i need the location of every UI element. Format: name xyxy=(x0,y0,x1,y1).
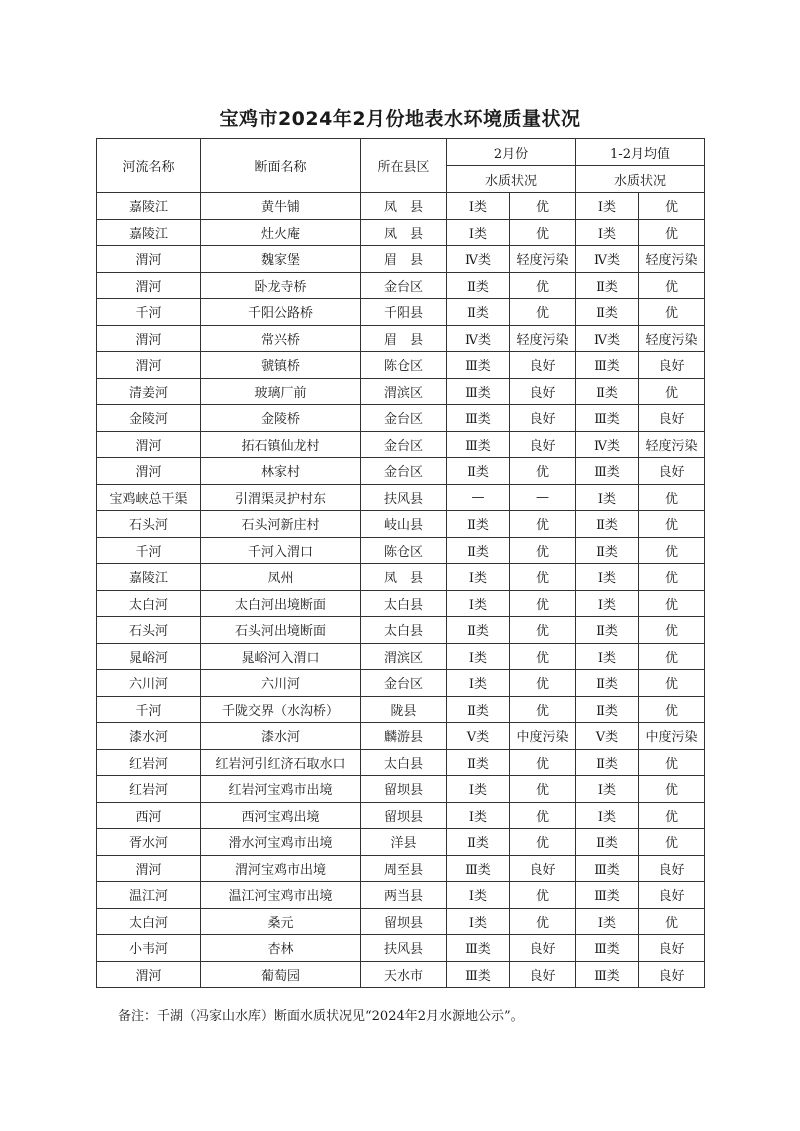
janfeb-class-cell: Ⅱ类 xyxy=(576,749,639,776)
janfeb-class-cell: Ⅳ类 xyxy=(576,431,639,458)
table-row xyxy=(97,696,705,723)
table-row xyxy=(97,564,705,591)
table-body xyxy=(97,193,705,988)
section-cell: 晁峪河入渭口 xyxy=(201,643,361,670)
janfeb-class-cell: Ⅰ类 xyxy=(576,564,639,591)
river-cell: 西河 xyxy=(97,802,201,829)
feb-class-cell: Ⅱ类 xyxy=(447,299,510,326)
janfeb-class-cell: Ⅱ类 xyxy=(576,299,639,326)
feb-quality-cell: 优 xyxy=(510,219,576,246)
river-cell: 红岩河 xyxy=(97,749,201,776)
river-cell: 晁峪河 xyxy=(97,643,201,670)
county-cell: 太白县 xyxy=(361,590,447,617)
county-cell: 太白县 xyxy=(361,749,447,776)
county-cell: 渭滨区 xyxy=(361,643,447,670)
janfeb-quality-cell: 良好 xyxy=(639,352,705,379)
janfeb-quality-cell: 优 xyxy=(639,564,705,591)
feb-quality-cell: 优 xyxy=(510,590,576,617)
feb-quality-cell: 轻度污染 xyxy=(510,325,576,352)
river-cell: 嘉陵江 xyxy=(97,193,201,220)
feb-quality-cell: 良好 xyxy=(510,378,576,405)
section-cell: 千河入渭口 xyxy=(201,537,361,564)
footnote: 备注：千湖（冯家山水库）断面水质状况见“2024年2月水源地公示”。 xyxy=(118,1009,524,1024)
table-row xyxy=(97,352,705,379)
county-cell: 两当县 xyxy=(361,882,447,909)
feb-class-cell: Ⅰ类 xyxy=(447,802,510,829)
county-cell: 扶风县 xyxy=(361,484,447,511)
river-cell: 宝鸡峡总干渠 xyxy=(97,484,201,511)
section-cell: 杏林 xyxy=(201,935,361,962)
feb-class-cell: Ⅰ类 xyxy=(447,643,510,670)
feb-class-cell: Ⅲ类 xyxy=(447,405,510,432)
river-cell: 红岩河 xyxy=(97,776,201,803)
janfeb-quality-cell: 轻度污染 xyxy=(639,325,705,352)
section-cell: 黄牛铺 xyxy=(201,193,361,220)
river-cell: 嘉陵江 xyxy=(97,219,201,246)
feb-class-cell: Ⅴ类 xyxy=(447,723,510,750)
river-cell: 清姜河 xyxy=(97,378,201,405)
feb-quality-cell: — xyxy=(510,484,576,511)
table-row xyxy=(97,776,705,803)
janfeb-class-cell: Ⅰ类 xyxy=(576,219,639,246)
feb-quality-cell: 优 xyxy=(510,670,576,697)
river-cell: 千河 xyxy=(97,537,201,564)
section-cell: 魏家堡 xyxy=(201,246,361,273)
county-cell: 凤 县 xyxy=(361,193,447,220)
county-cell: 金台区 xyxy=(361,670,447,697)
feb-class-cell: Ⅱ类 xyxy=(447,537,510,564)
county-cell: 洋县 xyxy=(361,829,447,856)
feb-quality-cell: 良好 xyxy=(510,352,576,379)
janfeb-class-cell: Ⅱ类 xyxy=(576,617,639,644)
feb-class-cell: Ⅰ类 xyxy=(447,590,510,617)
janfeb-class-cell: Ⅳ类 xyxy=(576,246,639,273)
river-cell: 渭河 xyxy=(97,431,201,458)
janfeb-class-cell: Ⅲ类 xyxy=(576,882,639,909)
feb-quality-cell: 优 xyxy=(510,193,576,220)
section-cell: 凤州 xyxy=(201,564,361,591)
janfeb-quality-cell: 优 xyxy=(639,643,705,670)
header-quality-feb: 水质状况 xyxy=(447,166,576,193)
feb-quality-cell: 良好 xyxy=(510,855,576,882)
table-row xyxy=(97,749,705,776)
janfeb-quality-cell: 中度污染 xyxy=(639,723,705,750)
janfeb-quality-cell: 优 xyxy=(639,749,705,776)
table-row xyxy=(97,511,705,538)
table-row xyxy=(97,590,705,617)
janfeb-quality-cell: 良好 xyxy=(639,405,705,432)
janfeb-quality-cell: 优 xyxy=(639,696,705,723)
section-cell: 林家村 xyxy=(201,458,361,485)
county-cell: 周至县 xyxy=(361,855,447,882)
county-cell: 金台区 xyxy=(361,405,447,432)
janfeb-class-cell: Ⅱ类 xyxy=(576,511,639,538)
county-cell: 岐山县 xyxy=(361,511,447,538)
feb-class-cell: Ⅰ类 xyxy=(447,882,510,909)
janfeb-quality-cell: 优 xyxy=(639,484,705,511)
feb-quality-cell: 优 xyxy=(510,564,576,591)
janfeb-quality-cell: 优 xyxy=(639,272,705,299)
feb-class-cell: Ⅱ类 xyxy=(447,272,510,299)
feb-class-cell: Ⅱ类 xyxy=(447,511,510,538)
feb-class-cell: Ⅱ类 xyxy=(447,749,510,776)
feb-class-cell: Ⅰ类 xyxy=(447,564,510,591)
section-cell: 温江河宝鸡市出境 xyxy=(201,882,361,909)
county-cell: 留坝县 xyxy=(361,776,447,803)
feb-quality-cell: 优 xyxy=(510,299,576,326)
section-cell: 金陵桥 xyxy=(201,405,361,432)
feb-quality-cell: 优 xyxy=(510,802,576,829)
county-cell: 金台区 xyxy=(361,431,447,458)
county-cell: 眉 县 xyxy=(361,246,447,273)
janfeb-class-cell: Ⅰ类 xyxy=(576,643,639,670)
river-cell: 石头河 xyxy=(97,511,201,538)
river-cell: 漆水河 xyxy=(97,723,201,750)
janfeb-quality-cell: 良好 xyxy=(639,935,705,962)
county-cell: 太白县 xyxy=(361,617,447,644)
janfeb-quality-cell: 优 xyxy=(639,617,705,644)
river-cell: 渭河 xyxy=(97,246,201,273)
river-cell: 渭河 xyxy=(97,458,201,485)
feb-quality-cell: 良好 xyxy=(510,405,576,432)
janfeb-class-cell: Ⅰ类 xyxy=(576,484,639,511)
feb-class-cell: Ⅲ类 xyxy=(447,961,510,988)
table-row xyxy=(97,829,705,856)
county-cell: 金台区 xyxy=(361,458,447,485)
table-row xyxy=(97,935,705,962)
header-section: 断面名称 xyxy=(201,139,361,193)
county-cell: 凤 县 xyxy=(361,219,447,246)
table-row xyxy=(97,802,705,829)
river-cell: 小韦河 xyxy=(97,935,201,962)
county-cell: 麟游县 xyxy=(361,723,447,750)
feb-class-cell: Ⅳ类 xyxy=(447,246,510,273)
table-row xyxy=(97,617,705,644)
header-quality-janfeb: 水质状况 xyxy=(576,166,705,193)
table-row xyxy=(97,272,705,299)
feb-class-cell: Ⅰ类 xyxy=(447,193,510,220)
table-row xyxy=(97,670,705,697)
feb-quality-cell: 优 xyxy=(510,776,576,803)
feb-class-cell: Ⅰ类 xyxy=(447,670,510,697)
feb-quality-cell: 优 xyxy=(510,829,576,856)
river-cell: 太白河 xyxy=(97,908,201,935)
section-cell: 桑元 xyxy=(201,908,361,935)
county-cell: 天水市 xyxy=(361,961,447,988)
table-row xyxy=(97,405,705,432)
county-cell: 陈仓区 xyxy=(361,352,447,379)
feb-quality-cell: 优 xyxy=(510,458,576,485)
table-row xyxy=(97,484,705,511)
feb-quality-cell: 优 xyxy=(510,696,576,723)
table-row xyxy=(97,325,705,352)
janfeb-quality-cell: 良好 xyxy=(639,882,705,909)
janfeb-quality-cell: 优 xyxy=(639,219,705,246)
section-cell: 拓石镇仙龙村 xyxy=(201,431,361,458)
table-row xyxy=(97,961,705,988)
water-quality-table xyxy=(96,138,705,988)
header-county: 所在县区 xyxy=(361,139,447,193)
janfeb-quality-cell: 优 xyxy=(639,802,705,829)
county-cell: 扶风县 xyxy=(361,935,447,962)
river-cell: 金陵河 xyxy=(97,405,201,432)
header-feb: 2月份 xyxy=(447,139,576,166)
janfeb-quality-cell: 优 xyxy=(639,511,705,538)
river-cell: 渭河 xyxy=(97,272,201,299)
header-river: 河流名称 xyxy=(97,139,201,193)
janfeb-class-cell: Ⅱ类 xyxy=(576,537,639,564)
table-row xyxy=(97,723,705,750)
county-cell: 渭滨区 xyxy=(361,378,447,405)
janfeb-class-cell: Ⅰ类 xyxy=(576,802,639,829)
feb-quality-cell: 优 xyxy=(510,617,576,644)
janfeb-class-cell: Ⅲ类 xyxy=(576,935,639,962)
section-cell: 千阳公路桥 xyxy=(201,299,361,326)
janfeb-quality-cell: 良好 xyxy=(639,961,705,988)
table-row xyxy=(97,537,705,564)
janfeb-class-cell: Ⅰ类 xyxy=(576,193,639,220)
county-cell: 凤 县 xyxy=(361,564,447,591)
feb-quality-cell: 中度污染 xyxy=(510,723,576,750)
river-cell: 千河 xyxy=(97,696,201,723)
janfeb-class-cell: Ⅰ类 xyxy=(576,776,639,803)
feb-class-cell: Ⅱ类 xyxy=(447,829,510,856)
janfeb-class-cell: Ⅳ类 xyxy=(576,325,639,352)
feb-class-cell: Ⅲ类 xyxy=(447,378,510,405)
feb-quality-cell: 优 xyxy=(510,537,576,564)
feb-class-cell: Ⅱ类 xyxy=(447,696,510,723)
janfeb-class-cell: Ⅲ类 xyxy=(576,855,639,882)
janfeb-quality-cell: 优 xyxy=(639,299,705,326)
section-cell: 红岩河引红济石取水口 xyxy=(201,749,361,776)
feb-quality-cell: 优 xyxy=(510,511,576,538)
janfeb-quality-cell: 轻度污染 xyxy=(639,246,705,273)
county-cell: 留坝县 xyxy=(361,802,447,829)
feb-class-cell: Ⅰ类 xyxy=(447,219,510,246)
section-cell: 千陇交界（水沟桥） xyxy=(201,696,361,723)
feb-quality-cell: 良好 xyxy=(510,935,576,962)
table-row xyxy=(97,882,705,909)
section-cell: 西河宝鸡出境 xyxy=(201,802,361,829)
janfeb-quality-cell: 优 xyxy=(639,378,705,405)
river-cell: 六川河 xyxy=(97,670,201,697)
river-cell: 胥水河 xyxy=(97,829,201,856)
janfeb-quality-cell: 优 xyxy=(639,776,705,803)
janfeb-class-cell: Ⅱ类 xyxy=(576,272,639,299)
janfeb-class-cell: Ⅴ类 xyxy=(576,723,639,750)
janfeb-quality-cell: 良好 xyxy=(639,855,705,882)
river-cell: 嘉陵江 xyxy=(97,564,201,591)
river-cell: 渭河 xyxy=(97,325,201,352)
section-cell: 卧龙寺桥 xyxy=(201,272,361,299)
river-cell: 千河 xyxy=(97,299,201,326)
feb-quality-cell: 优 xyxy=(510,643,576,670)
section-cell: 渭河宝鸡市出境 xyxy=(201,855,361,882)
county-cell: 留坝县 xyxy=(361,908,447,935)
section-cell: 常兴桥 xyxy=(201,325,361,352)
janfeb-class-cell: Ⅰ类 xyxy=(576,590,639,617)
feb-class-cell: Ⅲ类 xyxy=(447,935,510,962)
section-cell: 太白河出境断面 xyxy=(201,590,361,617)
table-row xyxy=(97,378,705,405)
janfeb-quality-cell: 优 xyxy=(639,537,705,564)
county-cell: 金台区 xyxy=(361,272,447,299)
section-cell: 滑水河宝鸡市出境 xyxy=(201,829,361,856)
table-row xyxy=(97,855,705,882)
section-cell: 虢镇桥 xyxy=(201,352,361,379)
feb-class-cell: Ⅳ类 xyxy=(447,325,510,352)
river-cell: 太白河 xyxy=(97,590,201,617)
header-janfeb: 1-2月均值 xyxy=(576,139,705,166)
feb-quality-cell: 优 xyxy=(510,882,576,909)
janfeb-quality-cell: 轻度污染 xyxy=(639,431,705,458)
janfeb-class-cell: Ⅱ类 xyxy=(576,829,639,856)
table-row xyxy=(97,908,705,935)
feb-quality-cell: 轻度污染 xyxy=(510,246,576,273)
janfeb-quality-cell: 优 xyxy=(639,590,705,617)
feb-quality-cell: 优 xyxy=(510,908,576,935)
janfeb-class-cell: Ⅲ类 xyxy=(576,458,639,485)
county-cell: 陈仓区 xyxy=(361,537,447,564)
feb-class-cell: Ⅲ类 xyxy=(447,855,510,882)
janfeb-class-cell: Ⅱ类 xyxy=(576,696,639,723)
feb-class-cell: Ⅰ类 xyxy=(447,908,510,935)
feb-class-cell: Ⅰ类 xyxy=(447,776,510,803)
feb-class-cell: Ⅲ类 xyxy=(447,352,510,379)
feb-class-cell: Ⅱ类 xyxy=(447,617,510,644)
page-title: 宝鸡市2024年2月份地表水环境质量状况 xyxy=(219,108,581,130)
feb-class-cell: — xyxy=(447,484,510,511)
janfeb-class-cell: Ⅲ类 xyxy=(576,352,639,379)
county-cell: 陇县 xyxy=(361,696,447,723)
section-cell: 灶火庵 xyxy=(201,219,361,246)
river-cell: 渭河 xyxy=(97,961,201,988)
section-cell: 六川河 xyxy=(201,670,361,697)
section-cell: 红岩河宝鸡市出境 xyxy=(201,776,361,803)
river-cell: 渭河 xyxy=(97,855,201,882)
janfeb-quality-cell: 优 xyxy=(639,829,705,856)
section-cell: 引渭渠灵护村东 xyxy=(201,484,361,511)
county-cell: 眉 县 xyxy=(361,325,447,352)
janfeb-quality-cell: 优 xyxy=(639,670,705,697)
river-cell: 温江河 xyxy=(97,882,201,909)
janfeb-class-cell: Ⅱ类 xyxy=(576,378,639,405)
section-cell: 玻璃厂前 xyxy=(201,378,361,405)
feb-quality-cell: 优 xyxy=(510,749,576,776)
feb-quality-cell: 优 xyxy=(510,272,576,299)
county-cell: 千阳县 xyxy=(361,299,447,326)
river-cell: 渭河 xyxy=(97,352,201,379)
section-cell: 漆水河 xyxy=(201,723,361,750)
table-row xyxy=(97,193,705,220)
janfeb-quality-cell: 良好 xyxy=(639,458,705,485)
janfeb-class-cell: Ⅲ类 xyxy=(576,405,639,432)
section-cell: 葡萄园 xyxy=(201,961,361,988)
feb-class-cell: Ⅲ类 xyxy=(447,431,510,458)
section-cell: 石头河新庄村 xyxy=(201,511,361,538)
feb-quality-cell: 良好 xyxy=(510,431,576,458)
section-cell: 石头河出境断面 xyxy=(201,617,361,644)
janfeb-class-cell: Ⅲ类 xyxy=(576,961,639,988)
feb-class-cell: Ⅱ类 xyxy=(447,458,510,485)
river-cell: 石头河 xyxy=(97,617,201,644)
janfeb-class-cell: Ⅰ类 xyxy=(576,908,639,935)
table-row xyxy=(97,431,705,458)
table-row xyxy=(97,219,705,246)
feb-quality-cell: 良好 xyxy=(510,961,576,988)
janfeb-class-cell: Ⅱ类 xyxy=(576,670,639,697)
janfeb-quality-cell: 优 xyxy=(639,908,705,935)
table-row xyxy=(97,246,705,273)
table-row xyxy=(97,643,705,670)
janfeb-quality-cell: 优 xyxy=(639,193,705,220)
table-row xyxy=(97,299,705,326)
table-row xyxy=(97,458,705,485)
